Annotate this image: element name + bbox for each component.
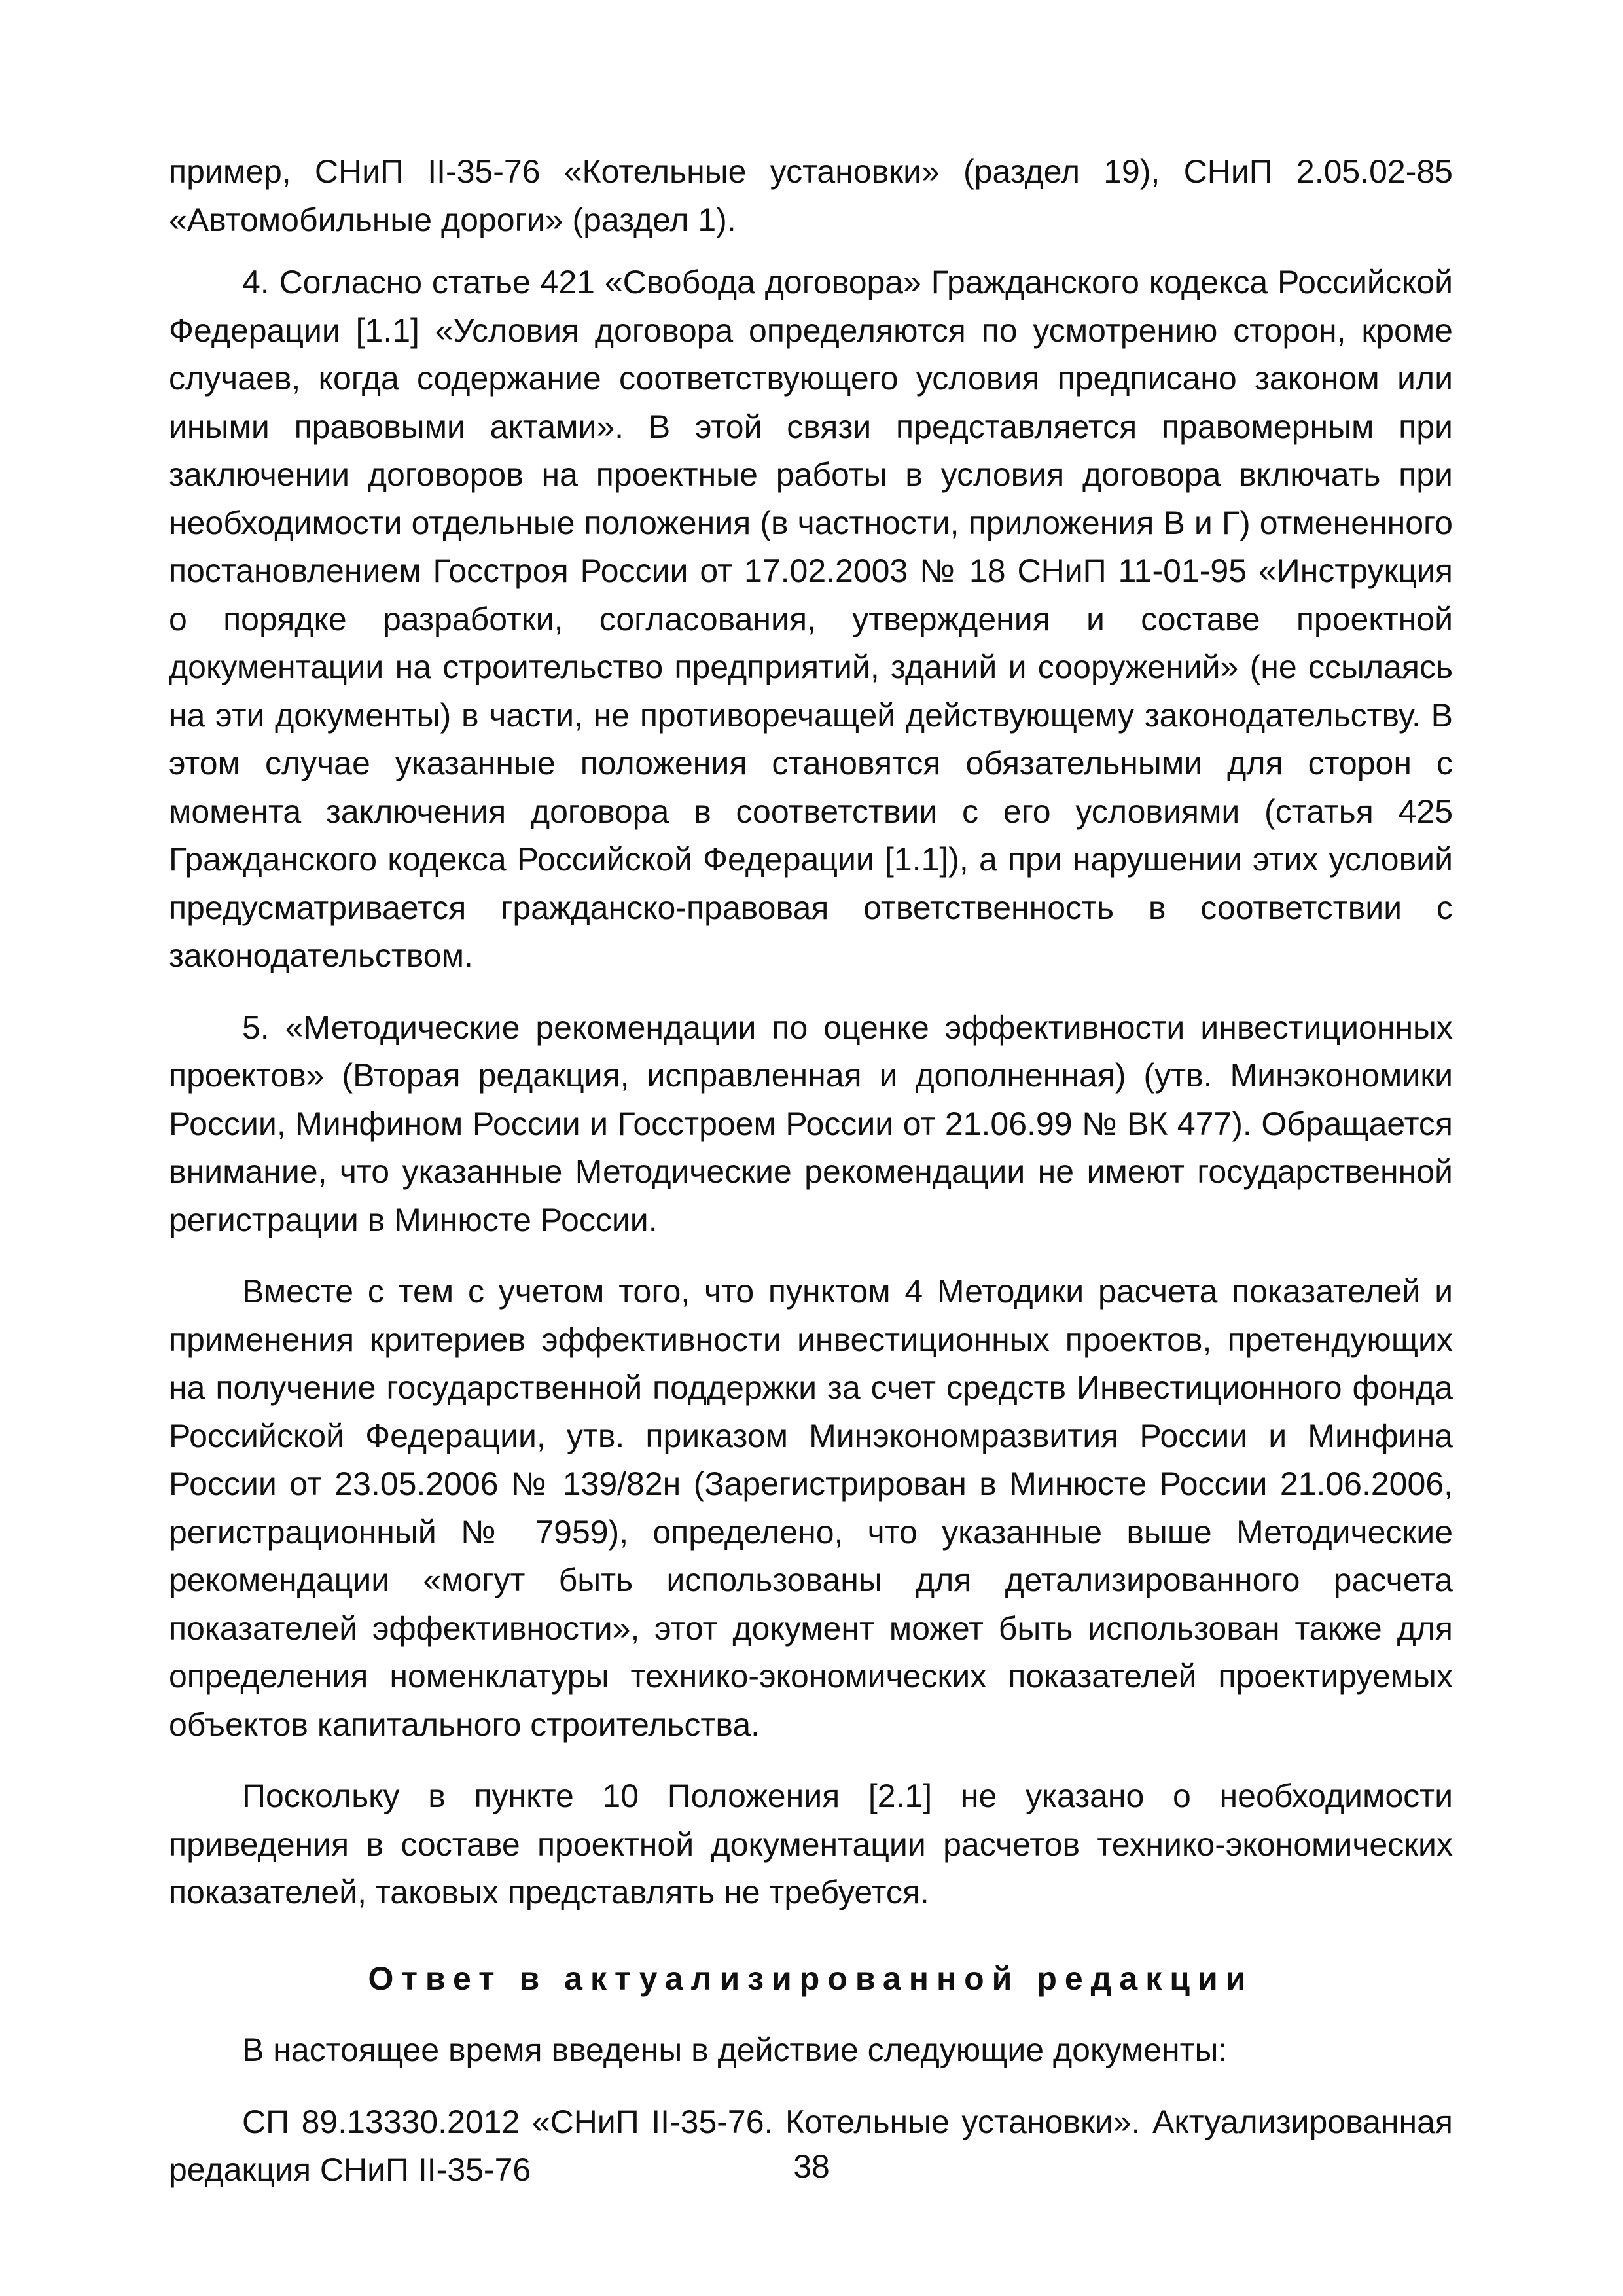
section-heading: Ответ в актуализированной редакции — [368, 1960, 1254, 1997]
paragraph-intro: пример, СНиП II-35-76 «Котельные установки» (раздел 19), СНиП 2.05.02-85 «Автомобильные дороги» (раздел 1). — [169, 153, 1453, 238]
paragraph-current-documents: В настоящее время введены в действие следующие документы: — [242, 2032, 1228, 2068]
paragraph-sp-reference: СП 89.13330.2012 «СНиП II-35-76. Котельные установки». Актуализированная редакция СНиП II-35-76 — [169, 2103, 1453, 2188]
document-page — [169, 148, 1453, 2195]
paragraph-methodology: Вместе с тем с учетом того, что пунктом 4 Методики расчета показателей и применения критериев эффективности инвестиционных проектов, претендующих на получение государственной поддержки за счет средств Инвестиционного фонда Российской Федерации, утв. приказом Минэкономразвития России и Минфина России от 23.05.2006 № 139/82н (Зарегистрирован в Минюсте России 21.06.2006, регистрационный № 7959), определено, что указанные выше Методические рекомендации «могут быть использованы для детализированного расчета показателей эффективности», этот документ может быть использован также для определения номенклатуры технико-экономических показателей проектируемых объектов капитального строительства. — [169, 1273, 1453, 1743]
paragraph-conclusion: Поскольку в пункте 10 Положения [2.1] не указано о необходимости приведения в составе проектной документации расчетов технико-экономических показателей, таковых представлять не требуется. — [169, 1778, 1453, 1910]
paragraph-item-4: 4. Согласно статье 421 «Свобода договора» Гражданского кодекса Российской Федерации [1.1] «Условия договора определяются по усмотрению сторон, кроме случаев, когда содержание соответствующего условия предписано законом или иными правовыми актами». В этой связи представляется правомерным при заключении договоров на проектные работы в условия договора включать при необходимости отдельные положения (в частности, приложения В и Г) отмененного постановлением Госстроя России от 17.02.2003 № 18 СНиП 11-01-95 «Инструкция о порядке разработки, согласования, утверждения и составе проектной документации на строительство предприятий, зданий и сооружений» (не ссылаясь на эти документы) в части, не противоречащей действующему законодательству. В этом случае указанные положения становятся обязательными для сторон с момента заключения договора в соответствии с его условиями (статья 425 Гражданского кодекса Российской Федерации [1.1]), а при нарушении этих условий предусматривается гражданско-правовая ответственность в соответствии с законодательством. — [169, 264, 1453, 974]
page-number: 38 — [793, 2148, 830, 2185]
paragraph-item-5: 5. «Методические рекомендации по оценке эффективности инвестиционных проектов» (Вторая редакция, исправленная и дополненная) (утв. Минэкономики России, Минфином России и Госстроем России от 21.06.99 № ВК 477). Обращается внимание, что указанные Методические рекомендации не имеют государственной регистрации в Минюсте России. — [169, 1009, 1453, 1238]
